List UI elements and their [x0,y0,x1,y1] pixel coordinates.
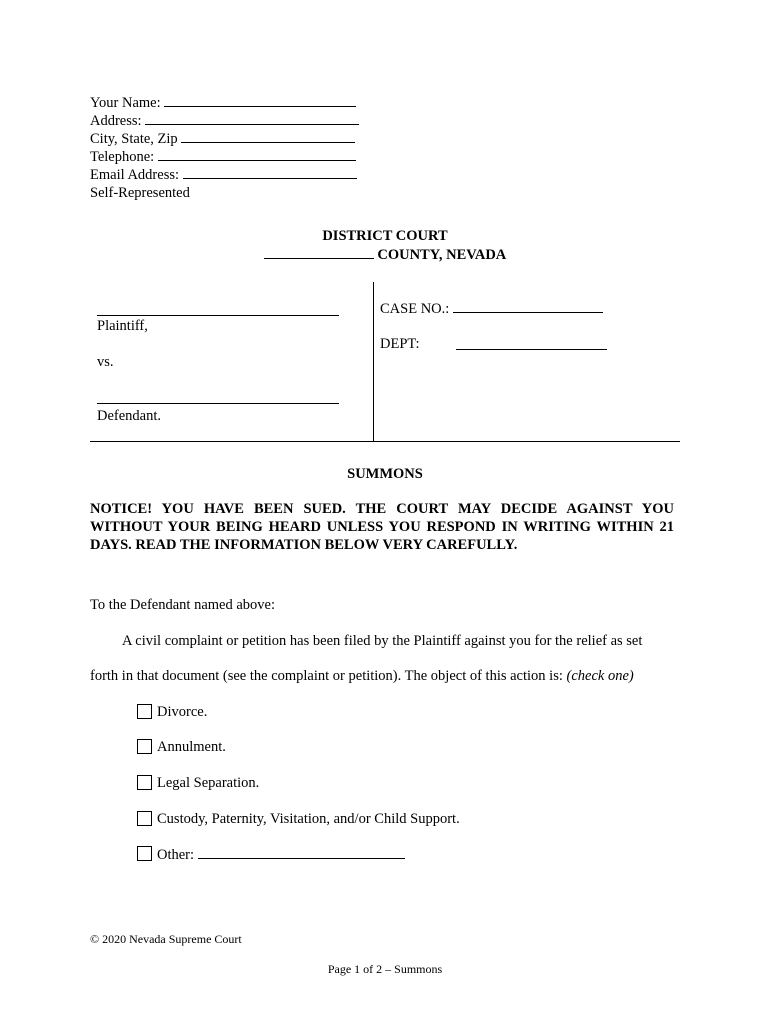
telephone-label: Telephone: [90,149,155,165]
legal-separation-checkbox[interactable] [137,775,152,790]
city-state-zip-blank[interactable] [181,130,355,143]
plaintiff-label: Plaintiff, [97,318,148,334]
telephone-blank[interactable] [158,148,356,161]
your-name-label: Your Name: [90,95,161,111]
county-line [0,246,770,264]
check-one-instruction: (check one) [566,668,634,684]
self-represented-label: Self-Represented [90,185,190,201]
annulment-checkbox[interactable] [137,739,152,754]
defendant-label: Defendant. [97,408,162,424]
plaintiff-blank[interactable] [97,314,339,316]
telephone-line [90,148,356,166]
defendant-blank[interactable] [97,402,339,404]
other-checkbox[interactable] [137,846,152,861]
other-label: Other: [157,847,195,863]
body-paragraph-line-2 [90,668,634,685]
address-label: Address: [90,113,142,129]
dept-blank[interactable] [456,348,607,350]
case-no-blank[interactable] [453,300,603,313]
case-no-label: CASE NO.: [380,301,450,317]
county-label: COUNTY, NEVADA [377,247,507,263]
address-line [90,112,359,130]
salutation: To the Defendant named above: [90,597,275,613]
notice-text: NOTICE! YOU HAVE BEEN SUED. THE COURT MAY DECIDE AGAINST YOU WITHOUT YOUR BEING HEARD UNLESS YOU RESPOND IN WRITING WITHIN 21 DAYS. READ THE INFORMATION BELOW VERY CAREFULLY. [90,501,674,553]
other-line [157,846,405,864]
document-title: SUMMONS [347,466,423,482]
email-label: Email Address: [90,167,180,183]
other-blank[interactable] [198,846,405,859]
annulment-label: Annulment. [157,739,226,755]
divorce-checkbox[interactable] [137,704,152,719]
copyright-text: © 2020 Nevada Supreme Court [90,932,242,946]
email-blank[interactable] [183,166,357,179]
county-blank[interactable] [264,246,374,259]
page-number: Page 1 of 2 – Summons [327,962,443,976]
address-blank[interactable] [145,112,359,125]
body-paragraph-line-1: A civil complaint or petition has been filed by the Plaintiff against you for the relief as set [122,633,643,649]
your-name-blank[interactable] [164,94,356,107]
legal-separation-label: Legal Separation. [157,775,260,791]
city-state-zip-label: City, State, Zip [90,131,178,147]
custody-label: Custody, Paternity, Visitation, and/or Child Support. [157,811,460,827]
dept-label: DEPT: [380,336,420,352]
case-no-line [380,300,603,318]
city-state-zip-line [90,130,355,148]
body-paragraph-text: forth in that document (see the complaint or petition). The object of this action is: [90,668,563,684]
court-name: DISTRICT COURT [322,228,448,244]
caption-divider-horizontal [90,441,680,442]
custody-checkbox[interactable] [137,811,152,826]
your-name-line [90,94,356,112]
vs-label: vs. [97,354,114,370]
email-line [90,166,357,184]
caption-divider-vertical [373,282,374,442]
divorce-label: Divorce. [157,704,208,720]
